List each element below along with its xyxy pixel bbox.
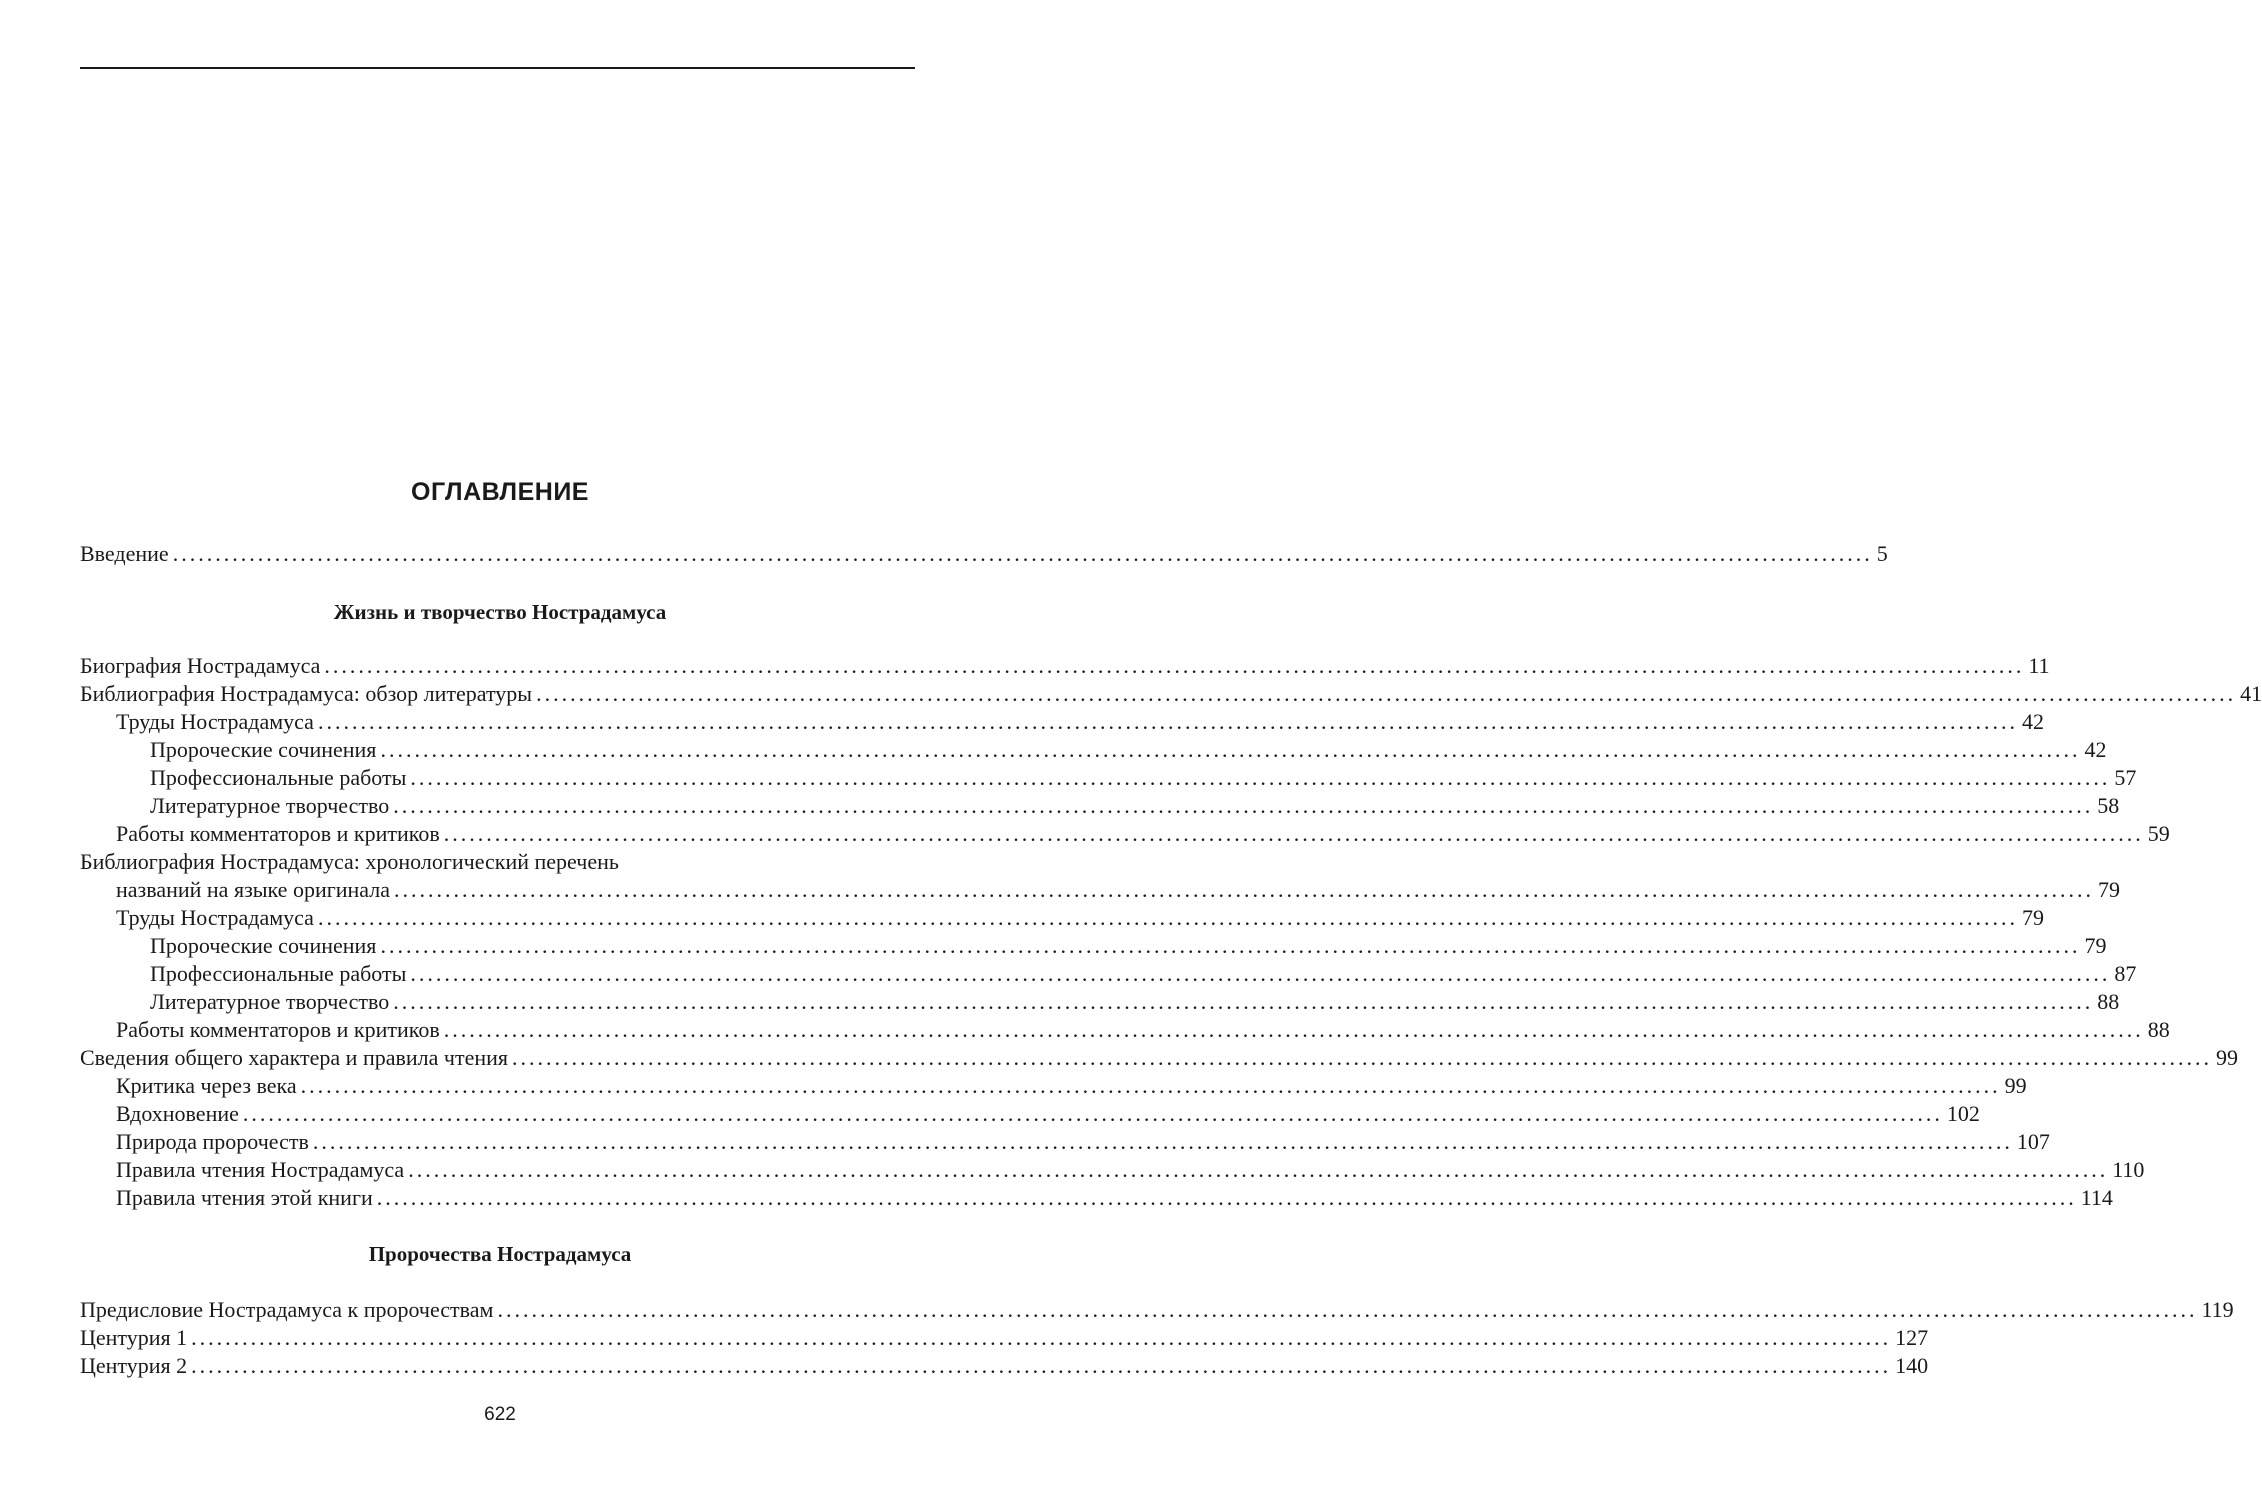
toc-entry-label: Пророческие сочинения: [150, 933, 377, 958]
toc-entry: [80, 904, 2044, 932]
leader-dots: ........................................................................................................................................................................................................: [393, 793, 2094, 818]
toc-entry: [80, 736, 2107, 764]
toc-entry: [80, 792, 2120, 820]
toc-entry-page: 42: [2021, 709, 2044, 734]
toc-entry-page: 42: [2084, 737, 2107, 762]
toc-entry-page: 88: [2097, 989, 2120, 1014]
leader-dots: ........................................................................................................................................................................................................: [393, 989, 2094, 1014]
toc-entry-label: Критика через века: [116, 1073, 297, 1098]
leader-dots: ........................................................................................................................................................................................................: [191, 1325, 1892, 1350]
leader-dots: ........................................................................................................................................................................................................: [536, 681, 2237, 706]
leader-dots: ........................................................................................................................................................................................................: [324, 653, 2025, 678]
toc-part2-list: [80, 1296, 2234, 1380]
toc-entry-label: Труды Нострадамуса: [116, 905, 314, 930]
top-rule: [80, 67, 915, 69]
toc-entry: [80, 680, 2262, 708]
section-heading-life: Жизнь и творчество Нострадамуса: [333, 600, 667, 624]
leader-dots: ........................................................................................................................................................................................................: [317, 709, 2018, 734]
leader-dots: ........................................................................................................................................................................................................: [242, 1101, 1943, 1126]
toc-entry-label: Предисловие Нострадамуса к пророчествам: [80, 1297, 494, 1322]
toc-entry-page: 99: [2216, 1045, 2239, 1070]
toc-entry: [80, 1324, 1929, 1352]
leader-dots: ........................................................................................................................................................................................................: [394, 877, 2094, 902]
leader-dots: ........................................................................................................................................................................................................: [497, 1297, 2198, 1322]
toc-title: ОГЛАВЛЕНИЕ: [411, 478, 589, 506]
toc-entry-page: 41: [2240, 681, 2262, 706]
leader-dots: ........................................................................................................................................................................................................: [380, 737, 2081, 762]
toc-entry-page: 88: [2147, 1017, 2170, 1042]
toc-entry: [80, 1296, 2234, 1324]
toc-entry-label: Литературное творчество: [150, 989, 390, 1014]
leader-dots: ........................................................................................................................................................................................................: [312, 1129, 2013, 1154]
toc-entry-label: Профессиональные работы: [150, 765, 407, 790]
leader-dots: ........................................................................................................................................................................................................: [408, 1157, 2109, 1182]
toc-entry-label: Правила чтения Нострадамуса: [116, 1157, 405, 1182]
toc-entry-label: Профессиональные работы: [150, 961, 407, 986]
toc-entry: [80, 1044, 2239, 1072]
toc-entry-label: Пророческие сочинения: [150, 737, 377, 762]
toc-entry-page: 87: [2114, 961, 2137, 986]
leader-dots: ........................................................................................................................................................................................................: [380, 933, 2081, 958]
toc-entry-label: Природа пророчеств: [116, 1129, 309, 1154]
toc-entry-label: Труды Нострадамуса: [116, 709, 314, 734]
leader-dots: ........................................................................................................................................................................................................: [410, 961, 2111, 986]
toc-entry: [80, 1072, 2027, 1100]
toc-entry-page: 127: [1895, 1325, 1929, 1350]
toc-entry-label: Вдохновение: [116, 1101, 239, 1126]
toc-entry-label: Правила чтения этой книги: [116, 1185, 373, 1210]
toc-entry: [80, 988, 2120, 1016]
leader-dots: ........................................................................................................................................................................................................: [300, 1073, 2001, 1098]
toc-entry: [80, 1100, 1980, 1128]
leader-dots: ........................................................................................................................................................................................................: [512, 1045, 2213, 1070]
toc-entry: [80, 1352, 1929, 1380]
toc-intro: [80, 540, 1888, 568]
leader-dots: ........................................................................................................................................................................................................: [317, 905, 2018, 930]
toc-entry-page: 99: [2004, 1073, 2027, 1098]
toc-entry-label: Работы комментаторов и критиков: [116, 1017, 440, 1042]
toc-entry: [80, 1156, 2145, 1184]
toc-part1-list: [80, 652, 2262, 1212]
leader-dots: ........................................................................................................................................................................................................: [410, 765, 2111, 790]
toc-entry-label: Сведения общего характера и правила чтения: [80, 1045, 509, 1070]
toc-entry-page: 11: [2028, 653, 2050, 678]
leader-dots: ........................................................................................................................................................................................................: [443, 1017, 2144, 1042]
toc-entry-page: 59: [2147, 821, 2170, 846]
toc-entry-page: 102: [1946, 1101, 1980, 1126]
toc-entry-label: Библиография Нострадамуса: обзор литературы: [80, 681, 533, 706]
toc-entry-page: 5: [1876, 541, 1888, 566]
toc-entry-continuation: [80, 876, 2120, 904]
toc-entry-label: Литературное творчество: [150, 793, 390, 818]
toc-entry-label: Биография Нострадамуса: [80, 653, 321, 678]
toc-entry-page: 79: [2098, 877, 2120, 902]
toc-entry: [80, 960, 2137, 988]
toc-entry-label: Центурия 1: [80, 1325, 188, 1350]
toc-entry-label: названий на языке оригинала: [116, 877, 390, 902]
toc-entry: [80, 652, 2050, 680]
toc-entry-label: Работы комментаторов и критиков: [116, 821, 440, 846]
page-number: 622: [484, 1404, 516, 1425]
leader-dots: ........................................................................................................................................................................................................: [172, 541, 1873, 566]
leader-dots: ........................................................................................................................................................................................................: [376, 1185, 2077, 1210]
toc-entry-page: 57: [2114, 765, 2137, 790]
toc-entry: [80, 848, 917, 876]
toc-entry-page: 114: [2080, 1185, 2113, 1210]
toc-entry-page: 79: [2084, 933, 2107, 958]
toc-entry: [80, 820, 2170, 848]
toc-entry-page: 79: [2021, 905, 2044, 930]
toc-entry: [80, 540, 1888, 568]
toc-entry-page: 119: [2201, 1297, 2234, 1322]
toc-entry: [80, 1016, 2170, 1044]
toc-entry-page: 140: [1895, 1353, 1929, 1378]
toc-entry: [80, 932, 2107, 960]
leader-dots: ........................................................................................................................................................................................................: [191, 1353, 1892, 1378]
toc-entry-label: Центурия 2: [80, 1353, 188, 1378]
toc-entry-page: 107: [2016, 1129, 2050, 1154]
toc-entry-page: 58: [2097, 793, 2120, 818]
toc-entry: [80, 1184, 2113, 1212]
leader-dots: ........................................................................................................................................................................................................: [443, 821, 2144, 846]
section-heading-prophecies: Пророчества Нострадамуса: [368, 1242, 632, 1266]
toc-entry-page: 110: [2112, 1157, 2145, 1182]
toc-entry-label: Введение: [80, 541, 169, 566]
toc-entry: [80, 764, 2137, 792]
toc-entry-label: Библиография Нострадамуса: хронологический перечень: [80, 849, 619, 874]
toc-entry: [80, 1128, 2050, 1156]
toc-entry: [80, 708, 2044, 736]
